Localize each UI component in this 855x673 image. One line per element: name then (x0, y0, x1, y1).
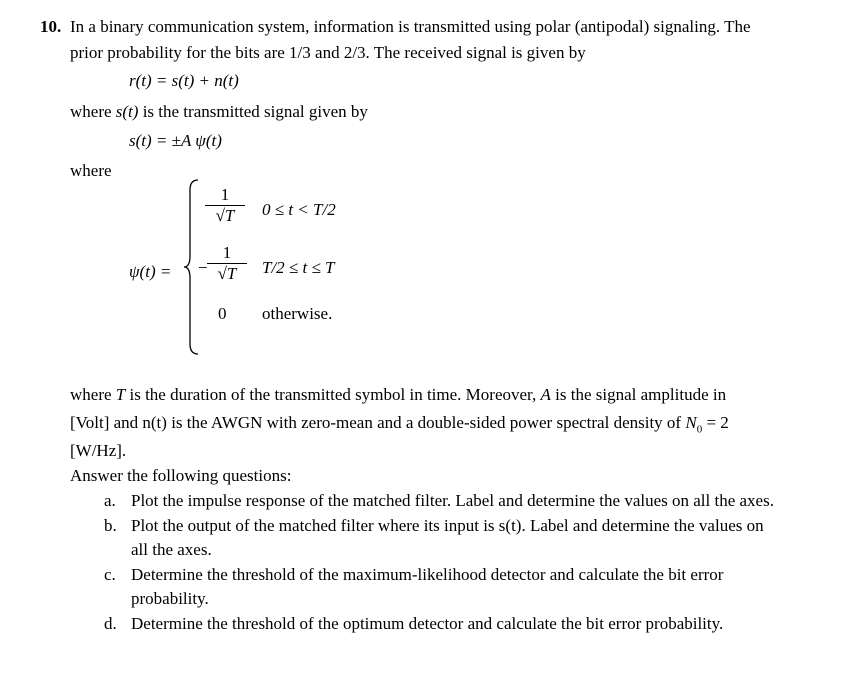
question-b-line-1: Plot the output of the matched filter where its input is s(t). Label and determine the values on (131, 516, 764, 535)
case2-fraction (207, 244, 247, 283)
case2-condition: T/2 ≤ t ≤ T (262, 258, 335, 277)
question-c-line-1: Determine the threshold of the maximum-likelihood detector and calculate the bit error (131, 565, 724, 584)
question-d-marker: d. (104, 614, 117, 633)
case2-denominator: √T (217, 264, 237, 283)
case2-numerator: 1 (222, 243, 232, 262)
answer-intro: Answer the following questions: (70, 466, 292, 485)
desc-eq: = 2 (706, 413, 729, 432)
case1-fraction (205, 186, 245, 225)
desc-text-2a: [Volt] and n(t) is the AWGN with zero-mean and a double-sided power spectral density of (70, 413, 682, 432)
equation-received-signal: r(t) = s(t) + n(t) (129, 71, 239, 90)
intro-line-1: In a binary communication system, information is transmitted using polar (antipodal) signaling. The (70, 17, 751, 36)
description-line-3: [W/Hz]. (70, 441, 127, 460)
desc-N-sub: 0 (696, 423, 703, 436)
where-rest: is the transmitted signal given by (142, 102, 368, 121)
question-b-marker: b. (104, 516, 117, 535)
where-label-1 (70, 102, 368, 122)
intro-line-2: prior probability for the bits are 1/3 and 2/3. The received signal is given by (70, 43, 586, 62)
psi-lhs: ψ(t) = (129, 262, 172, 281)
case1-denominator: √T (215, 206, 235, 225)
case1-condition: 0 ≤ t < T/2 (262, 200, 336, 219)
question-b-line-2: all the axes. (131, 540, 212, 559)
case1-numerator: 1 (220, 185, 230, 204)
desc-A: A (540, 385, 551, 404)
case3-condition: otherwise. (262, 304, 333, 323)
desc-text-c: is the signal amplitude in (555, 385, 727, 404)
where-label-2: where (70, 161, 112, 180)
description-line-1 (70, 385, 726, 405)
equation-transmitted-signal: s(t) = ±A ψ(t) (129, 131, 222, 150)
question-d-line-1: Determine the threshold of the optimum detector and calculate the bit error probability. (131, 614, 724, 633)
desc-where: where (70, 385, 112, 404)
problem-number: 10. (40, 17, 62, 36)
case3-value: 0 (218, 304, 227, 323)
description-line-2 (70, 413, 729, 439)
desc-T: T (115, 385, 126, 404)
question-a-marker: a. (104, 491, 116, 510)
question-c-marker: c. (104, 565, 116, 584)
question-c-line-2: probability. (131, 589, 209, 608)
question-a-line-1: Plot the impulse response of the matched filter. Label and determine the values on all the axes. (131, 491, 774, 510)
desc-N: N (685, 413, 697, 432)
where-word: where (70, 102, 112, 121)
st-symbol: s(t) (115, 102, 139, 121)
desc-text-b: is the duration of the transmitted symbol in time. Moreover, (129, 385, 537, 404)
case2-sign: − (198, 258, 208, 277)
